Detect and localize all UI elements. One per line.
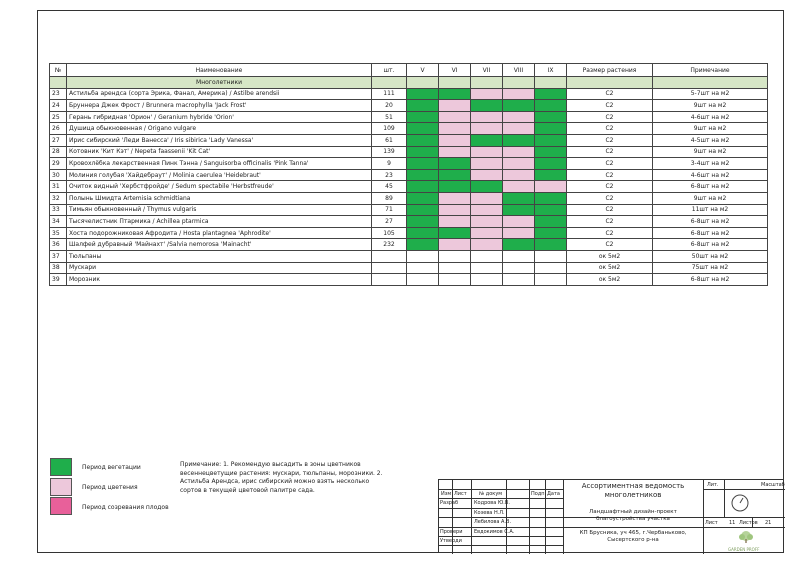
plant-size: С2 bbox=[567, 169, 653, 181]
quantity: 105 bbox=[372, 227, 407, 239]
plant-name: Морозник bbox=[67, 274, 372, 286]
row-number: 32 bbox=[50, 192, 67, 204]
stamp-title: Ассортиментная ведомость многолетников bbox=[581, 482, 685, 499]
month-cell-vii bbox=[471, 239, 503, 251]
table-row bbox=[50, 100, 768, 112]
month-cell-viii bbox=[503, 239, 535, 251]
month-cell-vi bbox=[439, 88, 471, 100]
title-block bbox=[438, 479, 784, 553]
plant-name: Душица обыкновенная / Origano vulgare bbox=[67, 123, 372, 135]
stamp-mass-label: Масштаб bbox=[761, 482, 785, 488]
stamp-razrab: Кодрова Ю.В. bbox=[474, 500, 510, 506]
month-cell-viii bbox=[503, 100, 535, 112]
plant-note: 9шт на м2 bbox=[653, 123, 768, 135]
month-cell-v bbox=[407, 100, 439, 112]
table-header-row bbox=[50, 64, 768, 77]
plant-name: Шалфей дубравный 'Майнахт' /Salvia nemorosa 'Mainacht' bbox=[67, 239, 372, 251]
month-cell-v bbox=[407, 204, 439, 216]
month-cell-viii bbox=[503, 216, 535, 228]
table-row bbox=[50, 146, 768, 158]
month-cell-ix bbox=[535, 216, 567, 228]
row-number: 23 bbox=[50, 88, 67, 100]
quantity: 51 bbox=[372, 111, 407, 123]
month-cell-v bbox=[407, 262, 439, 274]
row-number: 24 bbox=[50, 100, 67, 112]
quantity: 71 bbox=[372, 204, 407, 216]
month-cell-viii bbox=[503, 111, 535, 123]
table-row bbox=[50, 134, 768, 146]
header-vii: VII bbox=[471, 64, 503, 77]
row-number: 35 bbox=[50, 227, 67, 239]
table-row bbox=[50, 227, 768, 239]
month-cell-v bbox=[407, 111, 439, 123]
quantity: 61 bbox=[372, 134, 407, 146]
month-cell-vi bbox=[439, 250, 471, 262]
quantity: 9 bbox=[372, 158, 407, 170]
row-number: 37 bbox=[50, 250, 67, 262]
plant-size: С2 bbox=[567, 134, 653, 146]
row-number: 28 bbox=[50, 146, 67, 158]
header-name: Наименование bbox=[67, 64, 372, 77]
plant-note: 9шт на м2 bbox=[653, 100, 768, 112]
quantity: 89 bbox=[372, 192, 407, 204]
group-cell bbox=[653, 77, 768, 89]
stamp-h-data: Дата bbox=[547, 491, 560, 497]
plant-name: Тысячелистник Птармика / Achillea ptarmica bbox=[67, 216, 372, 228]
plant-name: Полынь Шмидта Artemisia schmidtiana bbox=[67, 192, 372, 204]
month-cell-vi bbox=[439, 192, 471, 204]
stamp-listov-label: Листов bbox=[739, 520, 758, 526]
table-row bbox=[50, 158, 768, 170]
plant-note: 6-8шт на м2 bbox=[653, 274, 768, 286]
month-cell-viii bbox=[503, 88, 535, 100]
plant-name: Герань гибридная 'Орион' / Geranium hybride 'Orion' bbox=[67, 111, 372, 123]
month-cell-v bbox=[407, 216, 439, 228]
month-cell-v bbox=[407, 88, 439, 100]
month-cell-vii bbox=[471, 146, 503, 158]
header-size: Размер растения bbox=[567, 64, 653, 77]
row-number: 33 bbox=[50, 204, 67, 216]
note-text: Примечание: 1. Рекомендую высадить в зоны цветников весеннецветущие растения: мускари, тюльпаны, морозники. 2. Астильба Арендса, ирис сибирский можно взять несколько сортов в текущей цветовой палитре сада. bbox=[180, 461, 383, 494]
group-cell bbox=[567, 77, 653, 89]
row-number: 26 bbox=[50, 123, 67, 135]
month-cell-vi bbox=[439, 158, 471, 170]
header-vi: VI bbox=[439, 64, 471, 77]
month-cell-v bbox=[407, 239, 439, 251]
legend-label-vegetation: Период вегетации bbox=[82, 464, 141, 471]
stamp-h-podp: Подп. bbox=[531, 491, 547, 497]
stamp-listov-val: 21 bbox=[765, 520, 772, 526]
plant-size: ок 5м2 bbox=[567, 274, 653, 286]
stamp-h-list: Лист bbox=[454, 491, 467, 497]
month-cell-ix bbox=[535, 227, 567, 239]
month-cell-vii bbox=[471, 216, 503, 228]
group-cell bbox=[50, 77, 67, 89]
stamp-prov-label: Провери bbox=[440, 529, 463, 535]
month-cell-vii bbox=[471, 250, 503, 262]
group-cell bbox=[372, 77, 407, 89]
table-row bbox=[50, 192, 768, 204]
legend-label-fruiting: Период созревания плодов bbox=[82, 504, 169, 511]
quantity bbox=[372, 262, 407, 274]
legend-swatch-vegetation bbox=[50, 458, 72, 476]
table-row bbox=[50, 239, 768, 251]
header-note: Примечание bbox=[653, 64, 768, 77]
logo-text: GARDEN PROFF bbox=[728, 547, 760, 552]
row-number: 27 bbox=[50, 134, 67, 146]
plant-size: С2 bbox=[567, 123, 653, 135]
row-number: 38 bbox=[50, 262, 67, 274]
stamp-prov: Евдокимов С.А. bbox=[474, 529, 515, 535]
table-row bbox=[50, 274, 768, 286]
row-number: 25 bbox=[50, 111, 67, 123]
month-cell-vii bbox=[471, 192, 503, 204]
plant-note: 11шт на м2 bbox=[653, 204, 768, 216]
month-cell-ix bbox=[535, 134, 567, 146]
plant-name: Астильба арендса (сорта Эрика, Фанал, Америка) / Astilbe arendsii bbox=[67, 88, 372, 100]
month-cell-vi bbox=[439, 274, 471, 286]
plant-size: С2 bbox=[567, 146, 653, 158]
stamp-lit-label: Лит. bbox=[707, 482, 719, 488]
month-cell-v bbox=[407, 169, 439, 181]
group-row bbox=[50, 77, 768, 89]
plant-name: Котовник 'Кит Кэт' / Nepeta faassenii 'Kit Cat' bbox=[67, 146, 372, 158]
row-number: 31 bbox=[50, 181, 67, 193]
plant-name: Бруннера Джек Фрост / Brunnera macrophylla 'Jack Frost' bbox=[67, 100, 372, 112]
stamp-list-label: Лист bbox=[705, 520, 718, 526]
month-cell-vi bbox=[439, 146, 471, 158]
month-cell-ix bbox=[535, 250, 567, 262]
quantity: 109 bbox=[372, 123, 407, 135]
header-num: № bbox=[50, 64, 67, 77]
stamp-project: Ландшафтный дизайн-проект благоустройства участка bbox=[589, 509, 677, 522]
stamp-h-ndok: № докум bbox=[479, 491, 503, 497]
month-cell-vii bbox=[471, 227, 503, 239]
table-row bbox=[50, 250, 768, 262]
stamp-list-val: 11 bbox=[729, 520, 736, 526]
month-cell-ix bbox=[535, 169, 567, 181]
plant-size: ок 5м2 bbox=[567, 250, 653, 262]
legend-swatch-fruiting bbox=[50, 497, 72, 515]
month-cell-ix bbox=[535, 274, 567, 286]
quantity bbox=[372, 274, 407, 286]
header-viii: VIII bbox=[503, 64, 535, 77]
quantity: 45 bbox=[372, 181, 407, 193]
plant-note: 5-7шт на м2 bbox=[653, 88, 768, 100]
month-cell-viii bbox=[503, 181, 535, 193]
plant-note: 6-8шт на м2 bbox=[653, 181, 768, 193]
plant-name: Молиния голубая 'Хайдебраут' / Molinia caerulea 'Heidebraut' bbox=[67, 169, 372, 181]
month-cell-ix bbox=[535, 192, 567, 204]
plant-name: Очиток видный 'Хербстфройде' / Sedum spectabile 'Herbstfreude' bbox=[67, 181, 372, 193]
plant-name: Кровохлёбка лекарственная Пинк Тэнна / Sanguisorba officinalis 'Pink Tanna' bbox=[67, 158, 372, 170]
plant-note: 6-8шт на м2 bbox=[653, 216, 768, 228]
header-qty: шт. bbox=[372, 64, 407, 77]
table-row bbox=[50, 123, 768, 135]
plant-name: Хоста подорожниковая Афродита / Hosta plantagnea 'Aphrodite' bbox=[67, 227, 372, 239]
quantity: 111 bbox=[372, 88, 407, 100]
month-cell-vi bbox=[439, 134, 471, 146]
month-cell-viii bbox=[503, 169, 535, 181]
month-cell-viii bbox=[503, 146, 535, 158]
group-cell bbox=[535, 77, 567, 89]
month-cell-vii bbox=[471, 274, 503, 286]
month-cell-vii bbox=[471, 123, 503, 135]
plant-size: ок 5м2 bbox=[567, 262, 653, 274]
group-label: Многолетники bbox=[67, 77, 372, 89]
month-cell-vii bbox=[471, 262, 503, 274]
table-row bbox=[50, 204, 768, 216]
plant-size: С2 bbox=[567, 111, 653, 123]
table-row bbox=[50, 111, 768, 123]
plant-name: Тюльпаны bbox=[67, 250, 372, 262]
scale-clock-icon bbox=[729, 492, 751, 514]
plant-note: 3-4шт на м2 bbox=[653, 158, 768, 170]
month-cell-ix bbox=[535, 158, 567, 170]
plant-size: С2 bbox=[567, 181, 653, 193]
month-cell-vi bbox=[439, 227, 471, 239]
month-cell-ix bbox=[535, 204, 567, 216]
month-cell-vii bbox=[471, 181, 503, 193]
month-cell-viii bbox=[503, 262, 535, 274]
garden-logo-icon bbox=[733, 529, 759, 547]
quantity bbox=[372, 250, 407, 262]
month-cell-ix bbox=[535, 146, 567, 158]
plant-note: 9шт на м2 bbox=[653, 192, 768, 204]
row-number: 29 bbox=[50, 158, 67, 170]
stamp-h-izm: Изм bbox=[441, 491, 452, 497]
month-cell-vi bbox=[439, 216, 471, 228]
month-cell-v bbox=[407, 227, 439, 239]
quantity: 232 bbox=[372, 239, 407, 251]
header-v: V bbox=[407, 64, 439, 77]
month-cell-vi bbox=[439, 123, 471, 135]
plant-note: 4-6шт на м2 bbox=[653, 111, 768, 123]
month-cell-vi bbox=[439, 239, 471, 251]
plant-size: С2 bbox=[567, 204, 653, 216]
month-cell-v bbox=[407, 192, 439, 204]
month-cell-viii bbox=[503, 123, 535, 135]
month-cell-ix bbox=[535, 88, 567, 100]
month-cell-ix bbox=[535, 100, 567, 112]
table-row bbox=[50, 262, 768, 274]
month-cell-v bbox=[407, 158, 439, 170]
legend-label-flowering: Период цветения bbox=[82, 484, 138, 491]
plant-name: Тимьян обыкновенный / Thymus vulgaris bbox=[67, 204, 372, 216]
month-cell-vii bbox=[471, 134, 503, 146]
plant-size: С2 bbox=[567, 227, 653, 239]
stamp-person-2: Козева Н.Л. bbox=[474, 510, 505, 516]
quantity: 20 bbox=[372, 100, 407, 112]
month-cell-vi bbox=[439, 181, 471, 193]
plant-size: С2 bbox=[567, 100, 653, 112]
quantity: 23 bbox=[372, 169, 407, 181]
row-number: 30 bbox=[50, 169, 67, 181]
table-row bbox=[50, 181, 768, 193]
quantity: 139 bbox=[372, 146, 407, 158]
table-row bbox=[50, 216, 768, 228]
plant-size: С2 bbox=[567, 192, 653, 204]
plant-note: 9шт на м2 bbox=[653, 146, 768, 158]
month-cell-ix bbox=[535, 111, 567, 123]
quantity: 27 bbox=[372, 216, 407, 228]
month-cell-v bbox=[407, 181, 439, 193]
legend-swatch-flowering bbox=[50, 478, 72, 496]
month-cell-vii bbox=[471, 158, 503, 170]
table-row bbox=[50, 169, 768, 181]
month-cell-v bbox=[407, 250, 439, 262]
month-cell-viii bbox=[503, 227, 535, 239]
month-cell-ix bbox=[535, 123, 567, 135]
month-cell-vii bbox=[471, 169, 503, 181]
group-cell bbox=[471, 77, 503, 89]
plant-name: Ирис сибирский 'Леди Ванесса' / Iris sibirica 'Lady Vanessa' bbox=[67, 134, 372, 146]
month-cell-vi bbox=[439, 169, 471, 181]
month-cell-viii bbox=[503, 192, 535, 204]
month-cell-ix bbox=[535, 181, 567, 193]
month-cell-v bbox=[407, 146, 439, 158]
header-ix: IX bbox=[535, 64, 567, 77]
month-cell-vi bbox=[439, 262, 471, 274]
plant-size: С2 bbox=[567, 216, 653, 228]
month-cell-vi bbox=[439, 100, 471, 112]
month-cell-vi bbox=[439, 204, 471, 216]
stamp-utv-label: Утверди bbox=[440, 538, 462, 544]
assortment-table bbox=[49, 63, 768, 286]
stamp-person-3: Лебилова А.В. bbox=[474, 519, 512, 525]
month-cell-viii bbox=[503, 274, 535, 286]
group-cell bbox=[439, 77, 471, 89]
month-cell-ix bbox=[535, 239, 567, 251]
month-cell-v bbox=[407, 134, 439, 146]
month-cell-vii bbox=[471, 204, 503, 216]
month-cell-vii bbox=[471, 100, 503, 112]
month-cell-v bbox=[407, 274, 439, 286]
month-cell-v bbox=[407, 123, 439, 135]
row-number: 39 bbox=[50, 274, 67, 286]
plant-size: С2 bbox=[567, 158, 653, 170]
month-cell-viii bbox=[503, 158, 535, 170]
month-cell-ix bbox=[535, 262, 567, 274]
month-cell-vi bbox=[439, 111, 471, 123]
month-cell-vii bbox=[471, 111, 503, 123]
plant-note: 6-8шт на м2 bbox=[653, 227, 768, 239]
group-cell bbox=[407, 77, 439, 89]
month-cell-vii bbox=[471, 88, 503, 100]
month-cell-viii bbox=[503, 250, 535, 262]
group-cell bbox=[503, 77, 535, 89]
table-row bbox=[50, 88, 768, 100]
plant-size: С2 bbox=[567, 88, 653, 100]
plant-note: 4-6шт на м2 bbox=[653, 169, 768, 181]
row-number: 34 bbox=[50, 216, 67, 228]
plant-note: 6-8шт на м2 bbox=[653, 239, 768, 251]
month-cell-viii bbox=[503, 204, 535, 216]
row-number: 36 bbox=[50, 239, 67, 251]
month-cell-viii bbox=[503, 134, 535, 146]
stamp-razrab-label: Разраб bbox=[440, 500, 459, 506]
plant-note: 4-5шт на м2 bbox=[653, 134, 768, 146]
plant-note: 75шт на м2 bbox=[653, 262, 768, 274]
stamp-address: КП Брусника, уч 465, г.Чербаньково, Сысертского р-на bbox=[579, 530, 687, 543]
plant-name: Мускари bbox=[67, 262, 372, 274]
plant-note: 50шт на м2 bbox=[653, 250, 768, 262]
plant-size: С2 bbox=[567, 239, 653, 251]
